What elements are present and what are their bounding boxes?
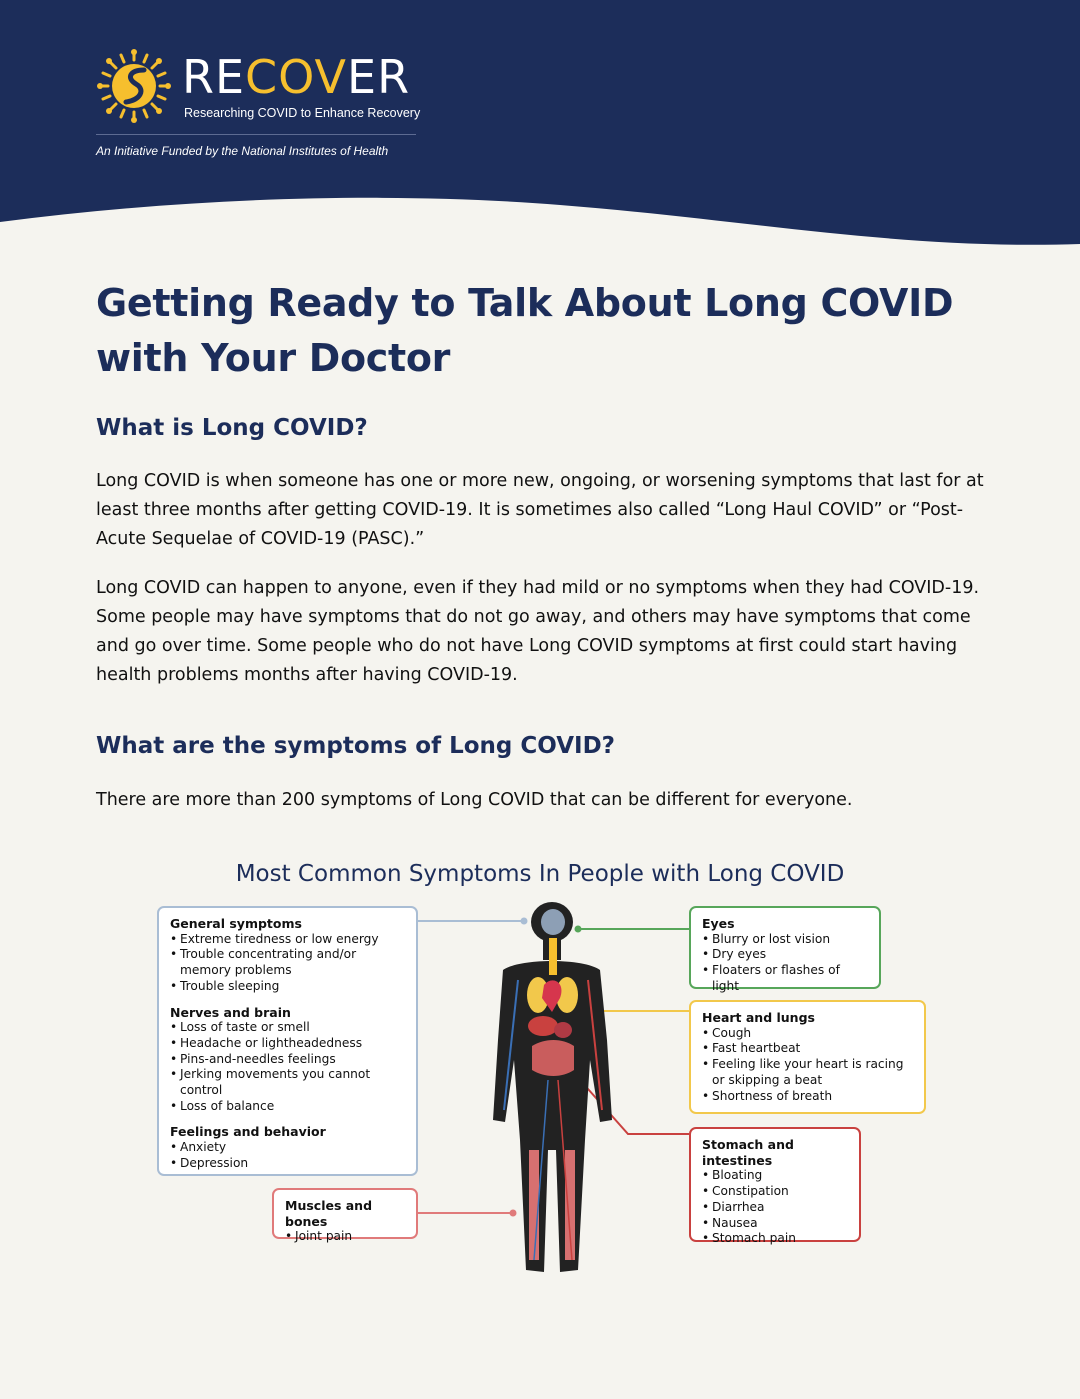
- list-item: • Anxiety: [170, 1140, 406, 1156]
- muscles-bones-box: [272, 1188, 418, 1244]
- heart-lungs-box: [689, 1000, 926, 1114]
- list-item: • Depression: [170, 1156, 406, 1172]
- sun-logo-icon: [96, 48, 172, 124]
- section-heading-what-is: What is Long COVID?: [96, 415, 368, 441]
- infographic-title: Most Common Symptoms In People with Long COVID: [235, 861, 845, 887]
- group-heading: General symptoms: [170, 916, 302, 931]
- connector-lines: [418, 918, 689, 1217]
- funding-note: An Initiative Funded by the National Institutes of Health: [96, 144, 389, 158]
- list-item: • Jerking movements you cannot control: [170, 1067, 406, 1098]
- list-item: • Pins-and-needles feelings: [170, 1052, 406, 1068]
- group-heading: Stomach and intestines: [702, 1137, 794, 1168]
- paragraph-who: Long COVID can happen to anyone, even if they had mild or no symptoms when they had COVID-19. Some people may have symptoms that do not go away, and others may have symptoms that come and go over time. Some people who do not have Long COVID symptoms at first could start having health problems months after having COVID-19.: [96, 578, 980, 685]
- eyes-box: [689, 906, 881, 993]
- list-item: • Shortness of breath: [702, 1089, 914, 1105]
- stomach-intestines-box: [689, 1127, 861, 1246]
- group-heading: Heart and lungs: [702, 1010, 815, 1025]
- group-heading: Muscles and bones: [285, 1198, 373, 1229]
- recover-logo[interactable]: [96, 48, 426, 168]
- paragraph-symptom-count: There are more than 200 symptoms of Long COVID that can be different for everyone.: [96, 790, 853, 810]
- list-item: • Nausea: [702, 1216, 849, 1232]
- human-silhouette: [493, 902, 612, 1272]
- list-item: • Diarrhea: [702, 1200, 849, 1216]
- paragraph-definition: Long COVID is when someone has one or more new, ongoing, or worsening symptoms that last for at least three months after getting COVID-19. It is sometimes also called “Long Haul COVID” or “Post-Acute Sequelae of COVID-19 (PASC).”: [96, 471, 984, 549]
- list-item: • Cough: [702, 1026, 914, 1042]
- list-item: • Constipation: [702, 1184, 849, 1200]
- list-item: • Bloating: [702, 1168, 849, 1184]
- section-heading-symptoms: What are the symptoms of Long COVID?: [96, 733, 616, 759]
- list-item: • Trouble sleeping: [170, 979, 406, 995]
- list-item: • Blurry or lost vision: [702, 932, 869, 948]
- list-item: • Joint pain: [285, 1229, 406, 1245]
- list-item: • Stomach pain: [702, 1231, 849, 1247]
- general-symptoms-box: [157, 906, 418, 1176]
- group-heading: Nerves and brain: [170, 1004, 291, 1020]
- list-item: • Floaters or flashes of light: [702, 963, 869, 994]
- list-item: • Extreme tiredness or low energy: [170, 932, 406, 948]
- logo-divider: [96, 134, 416, 135]
- brand-name: RECOVER: [182, 50, 411, 104]
- brand-tagline: Researching COVID to Enhance Recovery: [184, 106, 421, 120]
- list-item: • Feeling like your heart is racing or skipping a beat: [702, 1057, 914, 1088]
- list-item: • Headache or lightheadedness: [170, 1036, 406, 1052]
- list-item: • Loss of taste or smell: [170, 1020, 406, 1036]
- list-item: • Loss of balance: [170, 1099, 406, 1115]
- group-heading: Eyes: [702, 916, 735, 931]
- list-item: • Dry eyes: [702, 947, 869, 963]
- list-item: • Fast heartbeat: [702, 1041, 914, 1057]
- list-item: • Trouble concentrating and/or memory problems: [170, 947, 406, 978]
- page-title: Getting Ready to Talk About Long COVID with Your Doctor: [96, 281, 954, 380]
- group-heading: Feelings and behavior: [170, 1124, 326, 1140]
